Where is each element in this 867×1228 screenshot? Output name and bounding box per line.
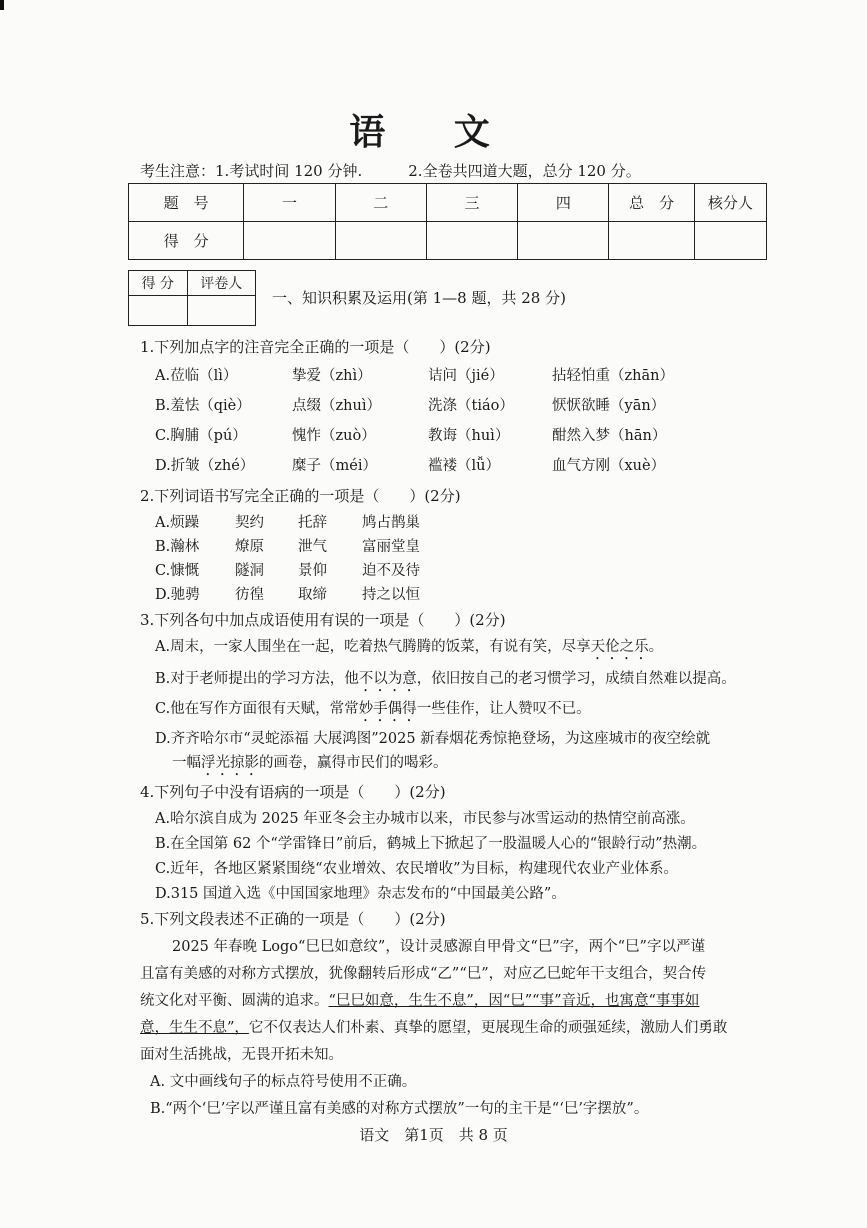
score-header-3: 三 (426, 184, 517, 222)
score-header-4: 四 (518, 184, 609, 222)
q2-a-2: 契约 (235, 515, 264, 531)
q5-underlined-sentence-part1: “巳巳如意，生生不息”，因“巳”“事”音近，也寓意“事事如 (328, 993, 700, 1009)
score-cell-1 (244, 222, 335, 260)
score-cell-4 (518, 222, 609, 260)
score-row-label: 得 分 (129, 222, 244, 260)
q3-b-end: ，依旧按自己的老习惯学习，成绩自然难以提高。 (416, 671, 736, 687)
q2-c-3: 景仰 (298, 563, 327, 579)
q5-line3-text: 统文化对平衡、圆满的追求。 (140, 993, 329, 1009)
q1-a-2: 挚爱（zhì） (292, 368, 372, 384)
q5-underlined-sentence-part2: 意，生生不息”， (140, 1020, 249, 1036)
q4-option-d: D.315 国道入选《中国国家地理》杂志发布的“中国最美公路”。 (155, 886, 566, 902)
q4-option-c: C.近年，各地区紧紧围绕“农业增效、农民增收”为目标，构建现代农业产业体系。 (155, 861, 679, 877)
q1-c-3: 教诲（huì） (428, 428, 510, 444)
notice-item-2: 2.全卷共四道大题，总分 120 分。 (408, 162, 641, 180)
q3-b-text: B.对于老师提出的学习方法，他 (155, 671, 359, 687)
score-header-checker: 核分人 (694, 184, 766, 222)
grader-score-cell (129, 296, 188, 326)
q1-b-3: 洗涤（tiáo） (428, 398, 514, 414)
q1-stem: 1.下列加点字的注音完全正确的一项是（ ）(2分) (140, 338, 491, 356)
q2-c-1: C.慷慨 (155, 563, 200, 579)
q1-b-1: B.羞怯（qiè） (155, 398, 251, 414)
q1-a-3: 诘问（jié） (428, 368, 504, 384)
q3-c-text: C.他在写作方面很有天赋，常常 (155, 701, 359, 717)
score-cell-3 (426, 222, 517, 260)
q3-a-end: 。 (648, 639, 664, 655)
q2-b-1: B.瀚林 (155, 539, 200, 555)
q1-d-1: D.折皱（zhé） (155, 458, 255, 474)
q5-passage-line1: 2025 年春晚 Logo“巳巳如意纹”，设计灵感源自甲骨文“巳”字，两个“巳”字以严谨 (172, 939, 705, 955)
q3-option-b (155, 667, 736, 695)
q3-option-a (155, 635, 663, 663)
q2-d-2: 彷徨 (235, 587, 264, 603)
q3-stem: 3.下列各句中加点成语使用有误的一项是（ ）(2分) (140, 611, 506, 629)
grader-name-label: 评卷人 (187, 271, 255, 296)
q4-option-b: B.在全国第 62 个“学雷锋日”前后，鹤城上下掀起了一股温暖人心的“银龄行动”热潮。 (155, 836, 707, 852)
q2-stem: 2.下列词语书写完全正确的一项是（ ）(2分) (140, 487, 461, 505)
score-cell-checker (694, 222, 766, 260)
section-heading: 一、知识积累及运用(第 1—8 题，共 28 分) (272, 289, 566, 307)
scan-edge-mark (0, 0, 4, 10)
q2-b-4: 富丽堂皇 (362, 539, 420, 555)
q3-d-end: 的画卷，赢得市民们的喝彩。 (259, 755, 448, 771)
q2-a-4: 鸠占鹊巢 (362, 515, 420, 531)
q5-passage-line5: 面对生活挑战，无畏开拓未知。 (140, 1047, 343, 1063)
q5-passage-line2: 且富有美感的对称方式摆放，犹像翻转后形成“乙”“巳”，对应乙巳蛇年干支组合，契合传 (140, 966, 707, 982)
score-header-2: 二 (335, 184, 426, 222)
q1-d-4: 血气方刚（xuè） (552, 458, 666, 474)
q1-a-1: A.莅临（lì） (155, 368, 238, 384)
q2-a-3: 托辞 (298, 515, 327, 531)
exam-notice (140, 160, 641, 181)
q5-passage-line4 (140, 1016, 727, 1037)
q2-b-3: 泄气 (298, 539, 327, 555)
q5-stem: 5.下列文段表述不正确的一项是（ ）(2分) (140, 910, 446, 928)
q3-c-end: 一些佳作，让人赞叹不已。 (416, 701, 591, 717)
score-cell-total (609, 222, 694, 260)
q5-option-b: B.“两个‘巳’字以严谨且富有美感的对称方式摆放”一句的主干是“‘巳’字摆放”。 (150, 1101, 649, 1117)
q3-option-d-line2 (172, 751, 448, 779)
q2-b-2: 燎原 (235, 539, 264, 555)
q3-d-idiom: 浮光掠影 (201, 755, 259, 771)
page-footer: 语文 第1页 共 8 页 (359, 1126, 508, 1144)
q5-passage-line3 (140, 989, 699, 1010)
score-header-total: 总 分 (609, 184, 694, 222)
q3-option-c (155, 697, 591, 725)
q2-d-3: 取缔 (298, 587, 327, 603)
q4-stem: 4.下列句子中没有语病的一项是（ ）(2分) (140, 783, 446, 801)
q1-c-4: 酣然入梦（hān） (552, 428, 667, 444)
q1-d-2: 糜子（méi） (292, 458, 377, 474)
q3-a-text: A.周末，一家人围坐在一起，吃着热气腾腾的饭菜，有说有笑，尽享 (155, 639, 591, 655)
q5-option-a: A. 文中画线句子的标点符号使用不正确。 (150, 1074, 417, 1090)
notice-label: 考生注意： (140, 162, 216, 180)
q5-line4-text: 它不仅表达人们朴素、真挚的愿望，更展现生命的顽强延续，激励人们勇敢 (248, 1020, 728, 1036)
notice-item-1: 1.考试时间 120 分钟. (215, 162, 363, 180)
q2-d-1: D.驰骋 (155, 587, 200, 603)
q1-d-3: 褴褛（lǚ） (428, 458, 500, 474)
q2-c-2: 隧洞 (235, 563, 264, 579)
q1-a-4: 拈轻怕重（zhān） (552, 368, 674, 384)
grader-table (128, 270, 256, 326)
page-title: 语 文 (349, 111, 518, 153)
q1-b-4: 恹恹欲睡（yān） (552, 398, 666, 414)
q1-c-1: C.胸脯（pú） (155, 428, 247, 444)
q3-c-idiom: 妙手偶得 (358, 701, 417, 717)
q3-option-d-line1: D.齐齐哈尔市“灵蛇添福 大展鸿图”2025 新春烟花秀惊艳登场，为这座城市的夜空绘就 (155, 731, 711, 747)
grader-name-cell (187, 296, 255, 326)
q3-a-idiom: 天伦之乐 (590, 639, 649, 655)
score-cell-2 (335, 222, 426, 260)
q1-c-2: 愧怍（zuò） (292, 428, 376, 444)
q1-b-2: 点缀（zhuì） (292, 398, 381, 414)
q4-option-a: A.哈尔滨自成为 2025 年亚冬会主办城市以来，市民参与冰雪运动的热情空前高涨。 (155, 811, 695, 827)
score-table (128, 183, 767, 260)
q2-d-4: 持之以恒 (362, 587, 420, 603)
q2-a-1: A.烦躁 (155, 515, 200, 531)
q2-c-4: 迫不及待 (362, 563, 420, 579)
q3-b-idiom: 不以为意 (358, 671, 417, 687)
q3-d-text: 一幅 (172, 755, 201, 771)
score-header-1: 一 (244, 184, 335, 222)
grader-score-label: 得 分 (129, 271, 188, 296)
score-header-label: 题 号 (129, 184, 244, 222)
